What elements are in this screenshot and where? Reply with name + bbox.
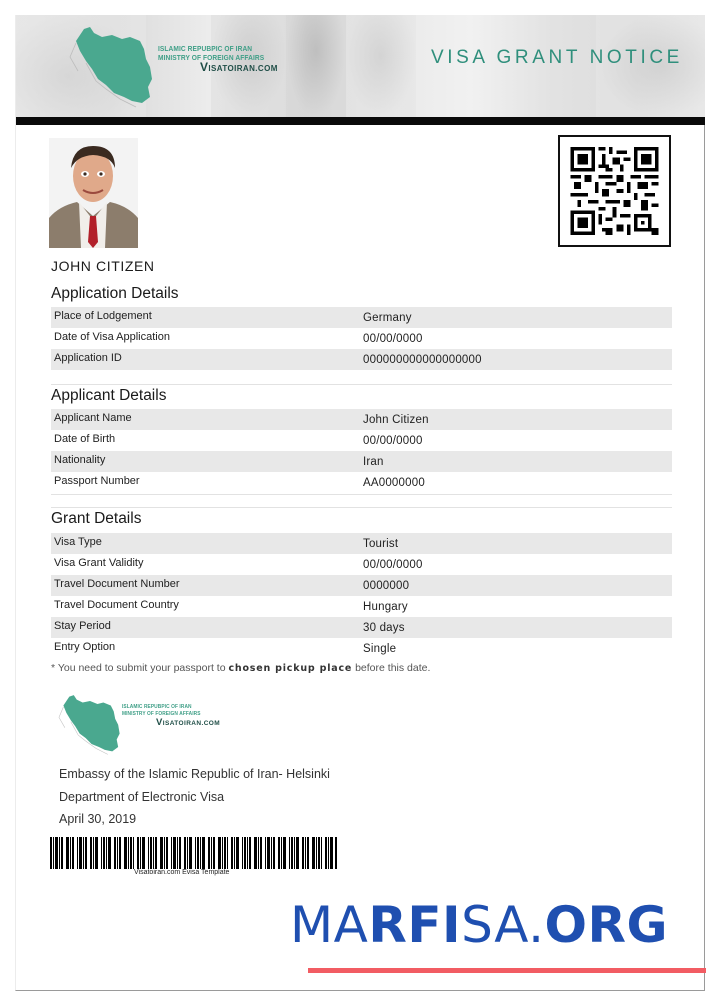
row-label: Visa Grant Validity: [54, 557, 144, 569]
section-title-grant-details: Grant Details: [51, 510, 142, 527]
barcode-caption: Visatoiran.com Evisa Template: [134, 869, 230, 876]
iran-map-logo-icon: [56, 691, 130, 757]
embassy-name: Embassy of the Islamic Republic of Iran- Helsinki: [59, 767, 330, 781]
row-label: Visa Type: [54, 536, 102, 548]
visa-document: [15, 15, 705, 991]
table-row: [51, 349, 672, 370]
row-label: Nationality: [54, 454, 106, 466]
table-row: [51, 430, 672, 451]
header-banner: [16, 15, 705, 117]
section-divider: [51, 384, 672, 385]
row-value: AA0000000: [363, 477, 425, 489]
section-divider: [51, 507, 672, 508]
row-value: Single: [363, 643, 397, 655]
table-row: [51, 575, 672, 596]
section-title-application-details: Application Details: [51, 285, 179, 302]
marfisa-watermark: MARFISA.ORG: [290, 896, 669, 954]
passport-submission-note: * You need to submit your passport to chosen pickup place before this date.: [51, 662, 431, 674]
barcode-icon: [50, 837, 338, 869]
grant-details-table: [51, 533, 672, 659]
row-label: Passport Number: [54, 475, 140, 487]
row-value: 30 days: [363, 622, 405, 634]
row-value: Iran: [363, 456, 384, 468]
table-row: [51, 617, 672, 638]
table-row: [51, 596, 672, 617]
qr-code-icon: [570, 147, 659, 235]
row-label: Entry Option: [54, 641, 116, 653]
section-title-applicant-details: Applicant Details: [51, 387, 167, 404]
row-value: 0000000: [363, 580, 410, 592]
iran-map-logo-icon: [66, 23, 166, 109]
table-row: [51, 638, 672, 659]
issue-date: April 30, 2019: [59, 812, 137, 826]
row-value: Germany: [363, 312, 412, 324]
row-label: Stay Period: [54, 620, 111, 632]
row-value: 00/00/0000: [363, 333, 423, 345]
site-name: VISATOIRAN.COM: [200, 60, 278, 74]
applicant-photo: [49, 138, 138, 248]
row-label: Place of Lodgement: [54, 310, 152, 322]
footer-ministry-logo-text: ISLAMIC REPUBPIC OF IRAN MINISTRY OF FOREIGN AFFAIRS VISATOIRAN.COM: [122, 704, 221, 728]
row-value: 000000000000000000: [363, 354, 482, 366]
table-row: [51, 409, 672, 430]
row-label: Date of Birth: [54, 433, 116, 445]
row-value: 00/00/0000: [363, 559, 423, 571]
row-value: John Citizen: [363, 414, 429, 426]
row-label: Application ID: [54, 352, 122, 364]
header-divider: [16, 117, 705, 125]
document-title: VISA GRANT NOTICE: [431, 47, 683, 68]
row-value: 00/00/0000: [363, 435, 423, 447]
table-row: [51, 451, 672, 472]
application-details-table: [51, 307, 672, 370]
table-row: [51, 307, 672, 328]
table-row: [51, 472, 672, 493]
table-row: [51, 533, 672, 554]
table-row: [51, 328, 672, 349]
row-label: Travel Document Number: [54, 578, 180, 590]
row-label: Travel Document Country: [54, 599, 179, 611]
applicant-details-table: [51, 409, 672, 493]
row-label: Date of Visa Application: [54, 331, 170, 343]
watermark-underline: [308, 968, 706, 973]
ministry-logo-text: ISLAMIC REPUBPIC OF IRAN MINISTRY OF FOREIGN AFFAIRS VISATOIRAN.COM: [158, 44, 278, 74]
row-label: Applicant Name: [54, 412, 132, 424]
site-name: VISATOIRAN.COM: [156, 717, 221, 728]
qr-code: [558, 135, 671, 247]
person-photo-icon: [49, 138, 138, 248]
department-name: Department of Electronic Visa: [59, 790, 225, 804]
section-divider: [51, 494, 672, 495]
row-value: Hungary: [363, 601, 408, 613]
holder-name: JOHN CITIZEN: [51, 258, 155, 274]
table-row: [51, 554, 672, 575]
row-value: Tourist: [363, 538, 399, 550]
